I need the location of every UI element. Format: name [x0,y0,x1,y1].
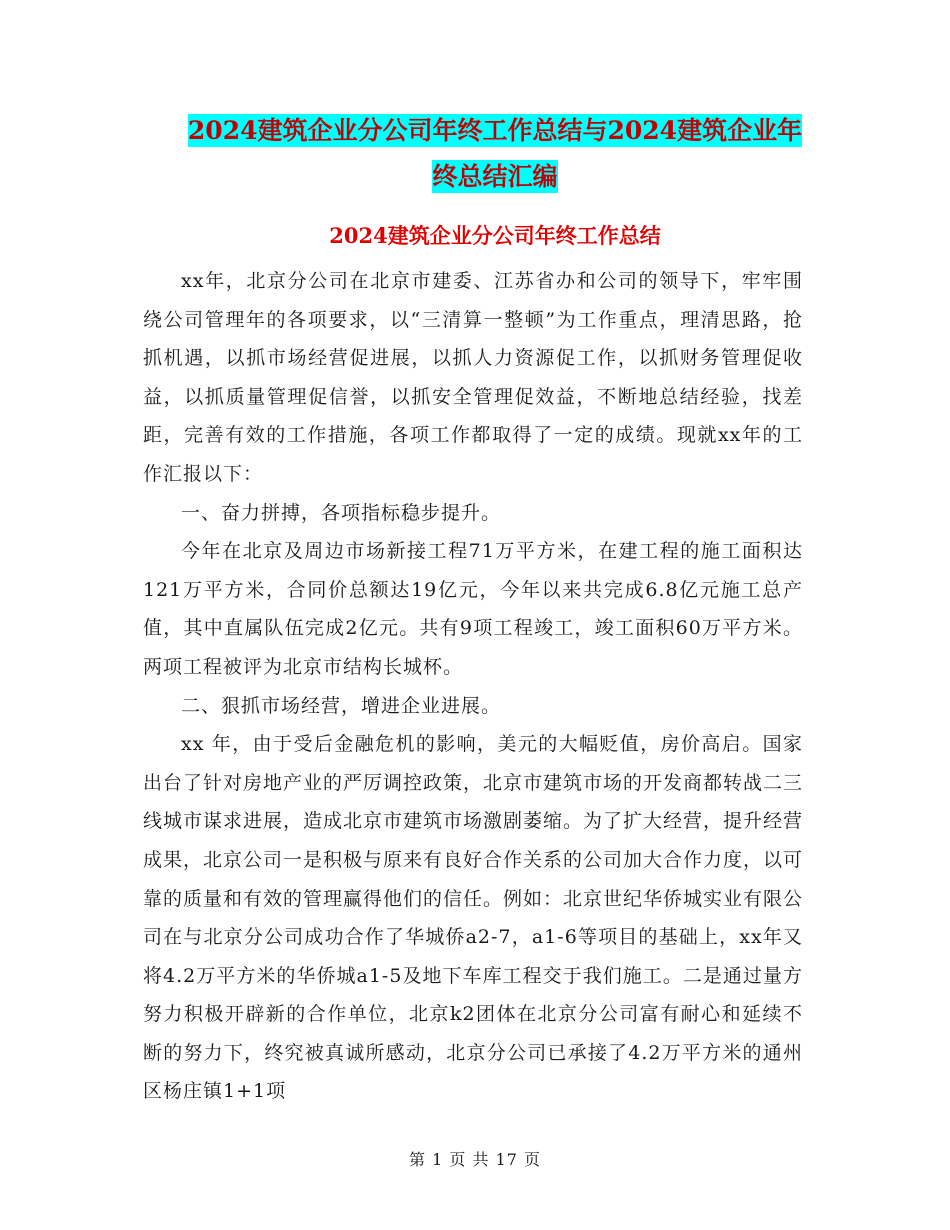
document-body [143,262,803,1111]
paragraph-indicators: 今年在北京及周边市场新接工程71万平方米，在建工程的施工面积达121万平方米，合同价总额达19亿元，今年以来共完成6.8亿元施工总产值，其中直属队伍完成2亿元。共有9项工程竣工，竣工面积60万平方米。两项工程被评为北京市结构长城杯。 [143,540,803,678]
page-footer: 第 1 页 共 17 页 [409,1150,541,1169]
section-title: 2024建筑企业分公司年终工作总结 [329,223,661,248]
paragraph-intro: xx年，北京分公司在北京市建委、江苏省办和公司的领导下，牢牢围绕公司管理年的各项要求，以“三清算一整顿”为工作重点，理清思路，抢抓机遇，以抓市场经营促进展，以抓人力资源促工作，以抓财务管理促收益，以抓质量管理促信誉，以抓安全管理促效益，不断地总结经验，找差距，完善有效的工作措施，各项工作都取得了一定的成绩。现就xx年的工作汇报以下： [143,270,803,485]
heading-two: 二、狠抓市场经营，增进企业进展。 [181,694,502,717]
title-line-1: 2024建筑企业分公司年终工作总结与2024建筑企业年 [187,116,803,145]
heading-one: 一、奋力拼搏，各项指标稳步提升。 [181,501,502,524]
document-title [140,108,850,200]
title-line-2: 终总结汇编 [432,162,558,191]
paragraph-market: xx 年，由于受后金融危机的影响，美元的大幅贬值，房价高启。国家出台了针对房地产业的严厉调控政策，北京市建筑市场的开发商都转战二三线城市谋求进展，造成北京市建筑市场激剧萎缩。为了扩大经营，提升经营成果，北京公司一是积极与原来有良好合作关系的公司加大合作力度，以可靠的质量和有效的管理赢得他们的信任。例如：北京世纪华侨城实业有限公司在与北京分公司成功合作了华城侨a2-7，a1-6等项目的基础上，xx年又将4.2万平方米的华侨城a1-5及地下车库工程交于我们施工。二是通过量方努力积极开辟新的合作单位，北京k2团体在北京分公司富有耐心和延续不断的努力下，终究被真诚所感动，北京分公司已承接了4.2万平方米的通州区杨庄镇1+1项 [143,733,804,1103]
